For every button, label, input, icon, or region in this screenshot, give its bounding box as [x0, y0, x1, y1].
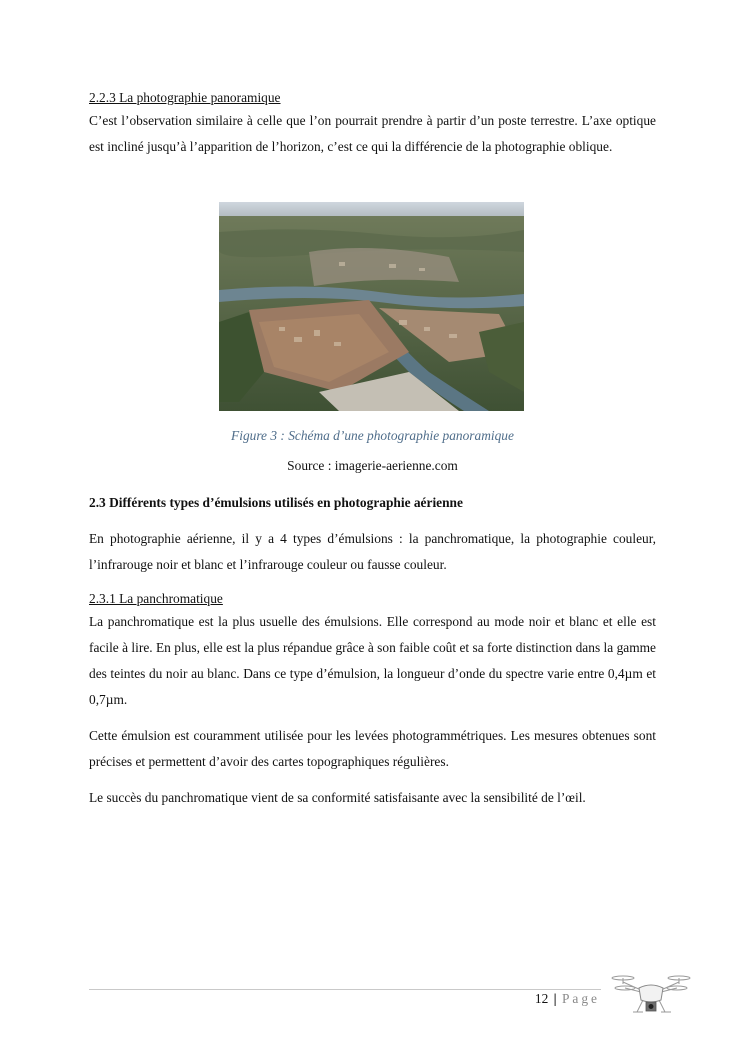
section-2-2-3-title: 2.2.3 La photographie panoramique — [89, 90, 281, 105]
section-2-3-1-paragraph-1: La panchromatique est la plus usuelle des émulsions. Elle correspond au mode noir et blanc et elle est facile à lire. En plus, elle est la plus répandue grâce à son faible coût et sa forte distinction dans la gamme des teintes du noir au blanc. Dans ce type d’émulsion, la longueur d’onde du spectre varie entre 0,4µm et 0,7µm. — [89, 614, 656, 707]
section-2-3-1-paragraph-2: Cette émulsion est couramment utilisée pour les levées photogrammétriques. Les mesures obtenues sont précises et permettent d’avoir des cartes topographiques régulières. — [89, 728, 656, 769]
section-2-2-3-paragraph: C’est l’observation similaire à celle que l’on pourrait prendre à partir d’un poste terrestre. L’axe optique est incliné jusqu’à l’apparition de l’horizon, c’est ce qui la différencie de la photographie oblique. — [89, 113, 656, 154]
section-2-3-1-paragraph-3: Le succès du panchromatique vient de sa conformité satisfaisante avec la sensibilité de l’œil. — [89, 790, 586, 805]
page-footer — [500, 990, 600, 1008]
figure-caption: Figure 3 : Schéma d’une photographie panoramique — [231, 428, 514, 443]
section-2-3-title: 2.3 Différents types d’émulsions utilisés en photographie aérienne — [89, 495, 463, 510]
section-2-3-paragraph: En photographie aérienne, il y a 4 types d’émulsions : la panchromatique, la photographie couleur, l’infrarouge noir et blanc et l’infrarouge couleur ou fausse couleur. — [89, 531, 656, 572]
page-number: 12 — [534, 991, 549, 1006]
page-label: Page — [561, 991, 600, 1006]
figure-aerial-photo — [219, 202, 524, 411]
section-2-3-1-title: 2.3.1 La panchromatique — [89, 591, 223, 606]
main-content — [89, 88, 656, 160]
figure-source: Source : imagerie-aerienne.com — [287, 458, 458, 473]
footer-separator: | — [553, 991, 557, 1006]
drone-icon — [611, 968, 691, 1026]
section-2-3 — [89, 490, 656, 811]
aerial-city-photo-icon — [219, 202, 524, 411]
